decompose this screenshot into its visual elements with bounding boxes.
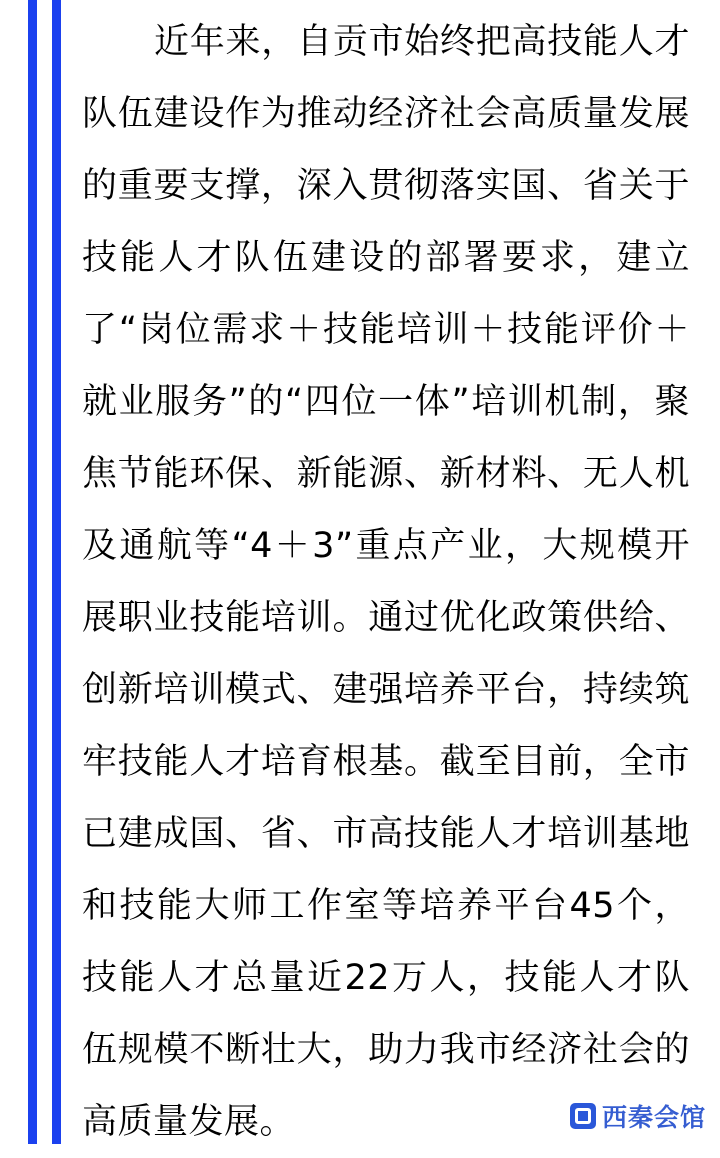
watermark xyxy=(570,1098,706,1134)
accent-bar-inner xyxy=(52,0,61,1144)
watermark-label: 西秦会馆 xyxy=(601,1103,706,1132)
accent-bar-outer xyxy=(28,0,37,1144)
watermark-logo-icon xyxy=(570,1103,596,1129)
article-body-text: 近年来，自贡市始终把高技能人才队伍建设作为推动经济社会高质量发展的重要支撑，深入贯彻落实国、省关于技能人才队伍建设的部署要求，建立了“岗位需求＋技能培训＋技能评价＋就业服务”的“四位一体”培训机制，聚焦节能环保、新能源、新材料、无人机及通航等“4＋3”重点产业，大规模开展职业技能培训。通过优化政策供给、创新培训模式、建强培养平台，持续筑牢技能人才培育根基。截至目前，全市已建成国、省、市高技能人才培训基地和技能大师工作室等培养平台45个，技能人才总量近22万人，技能人才队伍规模不断壮大，助力我市经济社会的高质量发展。 xyxy=(82,22,690,1142)
